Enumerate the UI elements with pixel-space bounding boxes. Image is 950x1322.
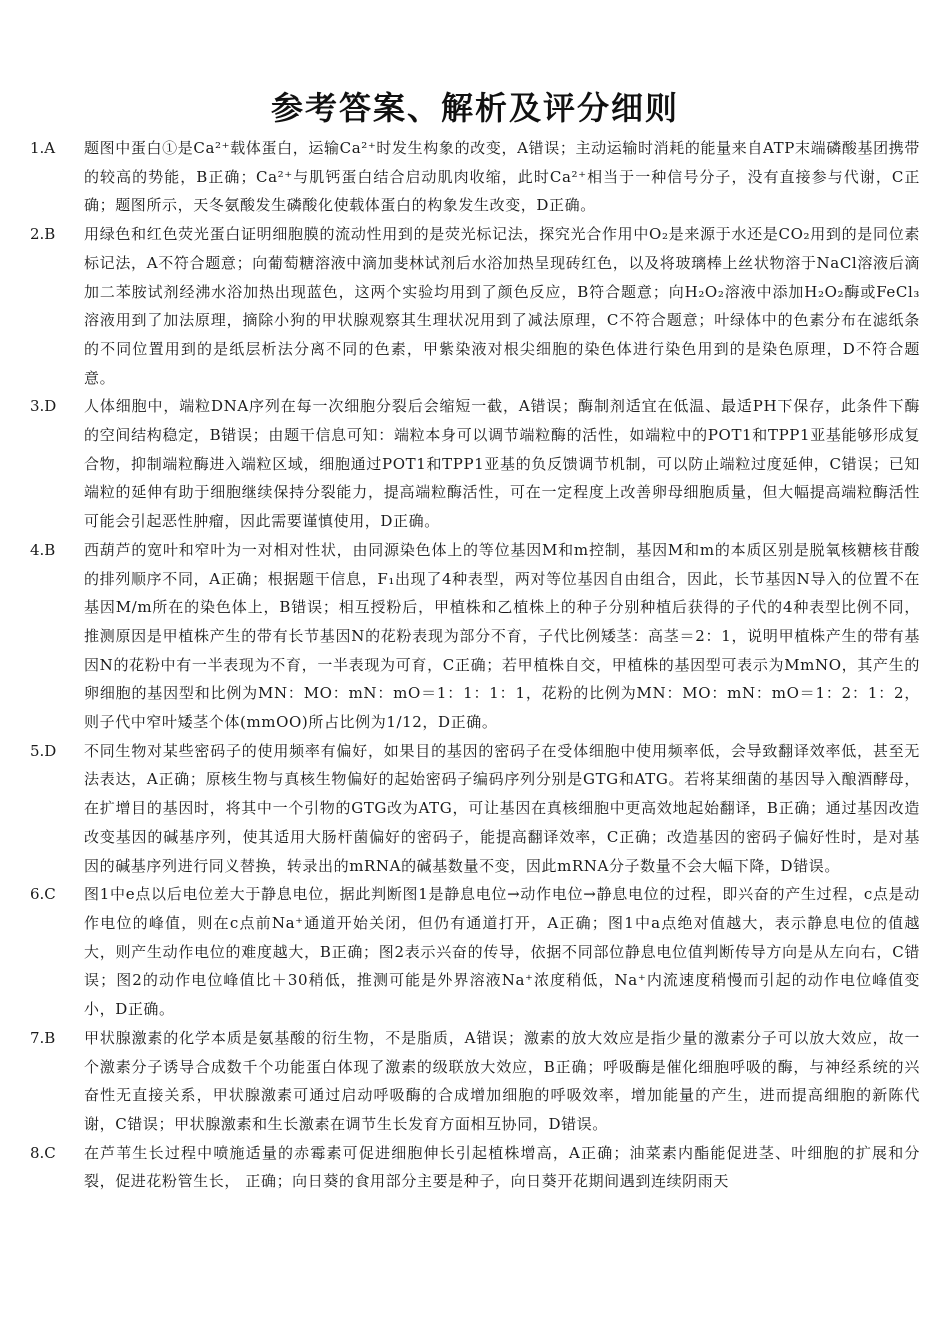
answer-explanation: 图1中e点以后电位差大于静息电位，据此判断图1是静息电位→动作电位→静息电位的过程，即兴奋的产生过程，c点是动作电位的峰值，则在c点前Na⁺通道开始关闭，但仍有通道打开，A正确；图1中a点绝对值越大，表示静息电位的值越大，则产生动作电位的难度越大，B正确；图2表示兴奋的传导，依据不同部位静息电位值判断传导方向是从左向右，C错误；图2的动作电位峰值比＋30稍低，推测可能是外界溶液Na⁺浓度稍低，Na⁺内流速度稍慢而引起的动作电位峰值变小，D正确。 [84, 885, 920, 1019]
answer-item-3 [30, 392, 920, 536]
answer-item-8 [30, 1139, 920, 1196]
answer-number: 5.D [30, 741, 57, 760]
answer-item-6 [30, 880, 920, 1024]
answer-item-2 [30, 220, 920, 392]
answer-item-7 [30, 1024, 920, 1139]
answer-item-4 [30, 536, 920, 737]
answer-item-5 [30, 737, 920, 881]
page-title: 参考答案、解析及评分细则 [270, 89, 679, 128]
answer-explanation: 在芦苇生长过程中喷施适量的赤霉素可促进细胞伸长引起植株增高，A正确；油菜素内酯能促进茎、叶细胞的扩展和分裂，促进花粉管生长， 正确；向日葵的食用部分主要是种子，向日葵开花期间遇到连续阴雨天 [84, 1143, 920, 1191]
answer-explanation: 题图中蛋白①是Ca²⁺载体蛋白，运输Ca²⁺时发生构象的改变，A错误；主动运输时消耗的能量来自ATP末端磷酸基团携带的较高的势能，B正确；Ca²⁺与肌钙蛋白结合启动肌肉收缩，此时Ca²⁺相当于一种信号分子，没有直接参与代谢，C正确；题图所示，天冬氨酸发生磷酸化使载体蛋白的构象发生改变，D正确。 [84, 139, 920, 215]
answer-list [30, 134, 920, 1196]
answer-explanation: 人体细胞中，端粒DNA序列在每一次细胞分裂后会缩短一截，A错误；酶制剂适宜在低温、最适PH下保存，此条件下酶的空间结构稳定，B错误；由题干信息可知：端粒本身可以调节端粒酶的活性，如端粒中的POT1和TPP1亚基能够形成复合物，抑制端粒酶进入端粒区域，细胞通过POT1和TPP1亚基的负反馈调节机制，可以防止端粒过度延伸，C错误；已知端粒的延伸有助于细胞继续保持分裂能力，提高端粒酶活性，可在一定程度上改善卵母细胞质量，但大幅提高端粒酶活性可能会引起恶性肿瘤，因此需要谨慎使用，D正确。 [84, 397, 920, 531]
answer-explanation: 不同生物对某些密码子的使用频率有偏好，如果目的基因的密码子在受体细胞中使用频率低，会导致翻译效率低，甚至无法表达，A正确；原核生物与真核生物偏好的起始密码子编码序列分别是GTG和ATG。若将某细菌的基因导入酿酒酵母，在扩增目的基因时，将其中一个引物的GTG改为ATG，可让基因在真核细胞中更高效地起始翻译，B正确；通过基因改造改变基因的碱基序列，使其适用大肠杆菌偏好的密码子，能提高翻译效率，C正确；改造基因的密码子偏好性时，是对基因的碱基序列进行同义替换，转录出的mRNA的碱基数量不变，因此mRNA分子数量不会大幅下降，D错误。 [84, 741, 920, 875]
answer-explanation: 甲状腺激素的化学本质是氨基酸的衍生物，不是脂质，A错误；激素的放大效应是指少量的激素分子可以放大效应，故一个激素分子诱导合成数千个功能蛋白体现了激素的级联放大效应，B正确；呼吸酶是催化细胞呼吸的酶，与神经系统的兴奋性无直接关系，甲状腺激素可通过启动呼吸酶的合成增加细胞的呼吸效率，增加能量的产生，进而提高细胞的新陈代谢，C错误；甲状腺激素和生长激素在调节生长发育方面相互协同，D错误。 [84, 1028, 920, 1133]
answer-number: 6.C [30, 885, 56, 904]
answer-explanation: 用绿色和红色荧光蛋白证明细胞膜的流动性用到的是荧光标记法，探究光合作用中O₂是来源于水还是CO₂用到的是同位素标记法，A不符合题意；向葡萄糖溶液中滴加斐林试剂后水浴加热呈现砖红色，以及将玻璃棒上丝状物溶于NaCl溶液后滴加二苯胺试剂经沸水浴加热出现蓝色，这两个实验均用到了颜色反应，B符合题意；向H₂O₂溶液中添加H₂O₂酶或FeCl₃溶液用到了加法原理，摘除小狗的甲状腺观察其生理状况用到了减法原理，C不符合题意；叶绿体中的色素分布在滤纸条的不同位置用到的是纸层析法分离不同的色素，甲紫染液对根尖细胞的染色体进行染色用到的是染色原理，D不符合题意。 [84, 225, 920, 387]
answer-number: 3.D [30, 397, 57, 416]
answer-number: 7.B [30, 1028, 56, 1047]
answer-explanation: 西葫芦的宽叶和窄叶为一对相对性状，由同源染色体上的等位基因M和m控制，基因M和m的本质区别是脱氧核糖核苷酸的排列顺序不同，A正确；根据题干信息，F₁出现了4种表型，两对等位基因自由组合，因此，长节基因N导入的位置不在基因M/m所在的染色体上，B错误；相互授粉后，甲植株和乙植株上的种子分别种植后获得的子代的4种表型比例不同，推测原因是甲植株产生的带有长节基因N的花粉表现为部分不育，子代比例矮茎：高茎＝2：1，说明甲植株产生的带有基因N的花粉中有一半表现为不育，一半表现为可育，C正确；若甲植株自交，甲植株的基因型可表示为MmNO，其产生的卵细胞的基因型和比例为MN：MO：mN：mO＝1：1：1：1，花粉的比例为MN：MO：mN：mO＝1：2：1：2，则子代中窄叶矮茎个体(mmOO)所占比例为1/12，D正确。 [84, 540, 920, 732]
answer-item-1 [30, 134, 920, 220]
answer-number: 8.C [30, 1143, 56, 1162]
answer-number: 1.A [30, 139, 56, 157]
answer-number: 4.B [30, 540, 56, 559]
answer-number: 2.B [30, 225, 56, 244]
